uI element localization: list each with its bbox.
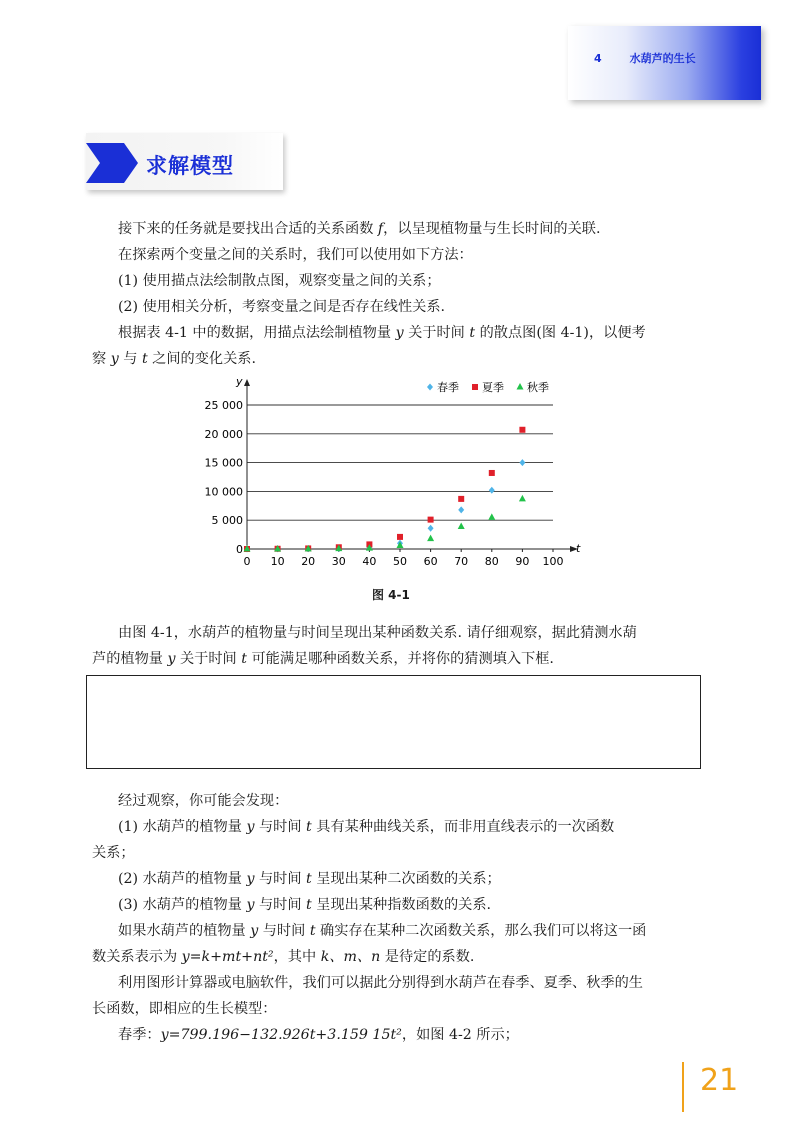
text: 根据表 4-1 中的数据，用描点法绘制植物量 xyxy=(118,325,396,341)
x-tick-label: 0 xyxy=(243,555,251,568)
chapter-header-tab xyxy=(568,26,761,100)
text: 察 xyxy=(92,351,111,367)
text: 确实存在某种二次函数关系，那么我们可以将这一函 xyxy=(315,923,647,939)
math-var: y xyxy=(167,651,176,667)
x-tick-label: 20 xyxy=(301,555,316,568)
y-tick-label: 10 000 xyxy=(204,485,243,499)
text: 的散点图(图 4-1)，以便考 xyxy=(475,325,646,341)
data-point xyxy=(519,427,525,433)
x-tick-label: 80 xyxy=(484,555,499,568)
page-number: 21 xyxy=(700,1063,739,1098)
paragraph: 经过观察，你可能会发现： xyxy=(118,793,289,809)
text: 数关系表示为 xyxy=(92,949,182,965)
text: 与时间 xyxy=(254,819,307,835)
text: 如果水葫芦的植物量 xyxy=(118,923,251,939)
paragraph xyxy=(118,320,728,346)
section-banner xyxy=(86,133,283,190)
paragraph xyxy=(118,216,728,242)
chart-points xyxy=(244,427,526,553)
text: 与时间 xyxy=(258,923,310,939)
list-item: (2) 使用相关分析，考察变量之间是否存在线性关系. xyxy=(118,299,446,315)
text: 呈现出某种二次函数的关系； xyxy=(311,871,501,887)
math-var: t xyxy=(306,819,312,835)
chart-legend xyxy=(427,380,549,394)
data-point xyxy=(428,525,434,532)
y-tick-label: 5 000 xyxy=(211,514,243,528)
x-tick-label: 10 xyxy=(270,555,285,568)
x-tick-label: 50 xyxy=(393,555,407,568)
chapter-title: 水葫芦的生长 xyxy=(629,52,696,65)
data-point xyxy=(519,459,525,466)
legend-marker xyxy=(472,384,478,390)
math-var: y xyxy=(246,819,255,835)
figure-caption: 图 4-1 xyxy=(372,588,410,602)
page-number-divider xyxy=(682,1062,684,1112)
math-var: y xyxy=(395,325,404,341)
legend-label: 秋季 xyxy=(527,381,549,394)
section-title: 求解模型 xyxy=(146,154,234,178)
data-point xyxy=(488,513,495,520)
text: ，以呈现植物量与生长时间的关联. xyxy=(383,221,601,237)
text: 呈现出某种指数函数的关系. xyxy=(311,897,492,913)
math-var: y xyxy=(246,871,255,887)
y-axis-arrow xyxy=(244,379,250,386)
text: 关于时间 xyxy=(403,325,470,341)
text: (1) 水葫芦的植物量 xyxy=(118,819,247,835)
math-var: y xyxy=(246,897,255,913)
x-axis-label: t xyxy=(576,542,581,555)
data-point xyxy=(519,495,526,502)
data-point xyxy=(427,535,434,542)
text: 与时间 xyxy=(254,871,307,887)
text: 之间的变化关系. xyxy=(147,351,256,367)
data-point xyxy=(489,470,495,476)
text: 接下来的任务就是要找出合适的关系函数 xyxy=(118,221,378,237)
math-var: y xyxy=(110,351,119,367)
paragraph: 长函数，即相应的生长模型： xyxy=(92,1001,277,1017)
text: 春季： xyxy=(118,1027,161,1043)
text: 具有某种曲线关系，而非用直线表示的一次函数 xyxy=(311,819,615,835)
x-tick-label: 70 xyxy=(454,555,469,568)
math-var: f xyxy=(377,221,384,237)
formula: y=k+mt+nt² xyxy=(181,949,274,965)
chapter-number: 4 xyxy=(594,51,602,65)
legend-label: 夏季 xyxy=(482,381,504,394)
text: 关于时间 xyxy=(175,651,242,667)
y-axis-label: y xyxy=(236,375,243,388)
text: ，如图 4-2 所示； xyxy=(401,1027,519,1043)
y-tick-label: 25 000 xyxy=(204,399,243,412)
text: 芦的植物量 xyxy=(92,651,168,667)
math-var: t xyxy=(241,651,247,667)
text: 与 xyxy=(118,351,142,367)
y-tick-label: 0 xyxy=(236,543,243,556)
x-tick-label: 30 xyxy=(331,555,346,568)
math-var: k、m、n xyxy=(320,949,381,965)
paragraph xyxy=(118,918,728,944)
data-point xyxy=(397,534,403,540)
list-item xyxy=(118,866,728,892)
paragraph: 由图 4-1，水葫芦的植物量与时间呈现出某种函数关系. 请仔细观察，据此猜测水葫 xyxy=(118,625,637,641)
paragraph xyxy=(92,346,702,372)
text: ，其中 xyxy=(273,949,321,965)
paragraph xyxy=(92,944,702,970)
chart-axes xyxy=(235,375,581,555)
list-item xyxy=(118,814,728,840)
data-point xyxy=(428,517,434,523)
list-item: (1) 使用描点法绘制散点图，观察变量之间的关系； xyxy=(118,273,441,289)
chart-grid xyxy=(247,405,553,520)
math-var: t xyxy=(306,897,312,913)
math-var: t xyxy=(306,871,312,887)
math-var: y xyxy=(250,923,259,939)
x-tick-label: 90 xyxy=(515,555,530,568)
x-tick-label: 40 xyxy=(362,555,377,568)
text: 可能满足哪种函数关系，并将你的猜测填入下框. xyxy=(246,651,554,667)
scatter-chart xyxy=(204,372,592,582)
data-point xyxy=(397,542,404,549)
math-var: t xyxy=(469,325,476,341)
x-tick-label: 60 xyxy=(423,555,438,568)
formula: y=799.196−132.926t+3.159 15t² xyxy=(160,1027,402,1043)
data-point xyxy=(458,506,464,513)
list-item xyxy=(118,892,728,918)
data-point xyxy=(458,523,465,530)
legend-label: 春季 xyxy=(437,381,459,394)
math-var: t xyxy=(141,351,148,367)
paragraph: 在探索两个变量之间的关系时，我们可以使用如下方法： xyxy=(118,247,473,263)
paragraph xyxy=(92,646,702,672)
data-point xyxy=(458,496,464,502)
text: 与时间 xyxy=(254,897,307,913)
y-tick-label: 20 000 xyxy=(204,427,243,441)
banner-arrow-icon xyxy=(86,143,138,183)
paragraph xyxy=(118,1022,728,1048)
legend-marker xyxy=(517,383,524,390)
chart-ticks xyxy=(205,399,564,568)
x-tick-label: 100 xyxy=(542,555,564,568)
text: 是待定的系数. xyxy=(380,949,475,965)
legend-marker xyxy=(427,384,433,391)
paragraph: 利用图形计算器或电脑软件，我们可以据此分别得到水葫芦在春季、夏季、秋季的生 xyxy=(118,975,643,991)
paragraph: 关系； xyxy=(92,845,135,861)
answer-box[interactable] xyxy=(86,675,701,769)
y-tick-label: 15 000 xyxy=(204,456,243,470)
math-var: t xyxy=(309,923,316,939)
text: (2) 水葫芦的植物量 xyxy=(118,871,247,887)
text: (3) 水葫芦的植物量 xyxy=(118,897,247,913)
data-point xyxy=(489,487,495,494)
